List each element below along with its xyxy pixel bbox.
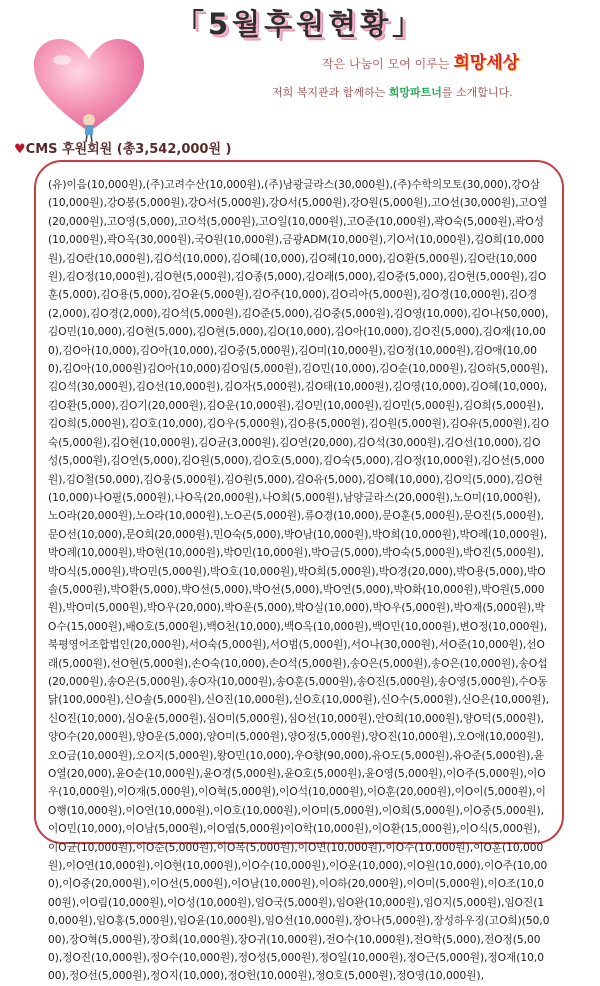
page-title: 「5월후원현황」: [174, 7, 426, 41]
section-label: CMS 후원회원 (총3,542,000원 ): [25, 142, 232, 157]
intro-line: [272, 84, 513, 100]
donor-list-box: [34, 160, 564, 983]
intro-before: 저희 복지관과 함께하는: [272, 86, 386, 99]
slogan-prefix: 작은 나눔이 모여 이루는: [322, 57, 450, 71]
intro-after: 를 소개합니다.: [441, 86, 513, 99]
slogan: [322, 48, 519, 73]
heart-balloon-illustration: [28, 24, 150, 144]
section-heading: [14, 138, 232, 157]
donor-list: (유)이음(10,000원),(주)고려수산(10,000원),(주)남광글라스(30,000원),(주)수학의모토(30,000),강O삼(10,000원),강O봉(5,000원),강O서(5,000원),강O서(5,000원),강O원(5,000원),고O선(30,000원),고O열(20,000원),고O영(5,000),고O석(5,000원),고O일(10,000원),고O준(10,000원),곽O숙(5,000원),곽O성(10,000원),곽O옥(30,000원),국O원(10,000원),금광ADM(10,000원),기O서(10,000원),김O희(10,000원),김O란(10,000원),김O석(10,000),김O혜(10,000),김O혜(10,000),김O환(5,000원),김O란(10,000원),김O정(10,000원),김O현(5,000원),김O종(5,000),김O래(5,000),김O중(5,000),김O현(5,000원),김O훈(5,000),김O용(5,000),김O윤(5,000원),김O주(10,000),김O리아(5,000원),김O경(10,000원),김O경(2,000),김O경(2,000),김O석(5,000원),김O준(5,000),김O중(5,000원),김O영(10,000),김O나(50,000),김O민(10,000),김O현(5,000),김O현(5,000),김O(10,000),김O아(10,000),김O진(5,000),김O재(10,000),김O아(10,000),김O아(10,000),김O중(5,000원),김O미(10,000원),김O정(10,000원),김O애(10,000),김O아(10,000원)김O아(10,000)김O임(5,000원),김O민(10,000),김O순(10,000원),김O하(5,000원),김O석(30,000원),김O선(10,000원),김O자(5,000원),김O태(10,000원),김O영(10,000),김O혜(10,000),김O환(5,000),김O기(20,000원),김O운(10,000원),김O민(10,000원),김O민(5,000원),김O희(5,000원),김O희(5,000원),김O호(10,000),김O우(5,000원),김O용(5,000원),김O원(5,000원),김O유(5,000원),김O숙(5,000원),김O현(10,000원),김O균(3,000원),김O연(20,000),김O석(30,000원),김O선(10,000),김O성(5,000원),김O연(5,000),김O원(5,000),김O호(5,000),김O숙(5,000),김O정(10,000원),김O선(5,000원),김O철(50,000),김O웅(5,000원),김O원(5,000),김O유(5,000),김O혜(10,000),김O익(5,000),김O현(10,000)나O필(5,000원),나O옥(20,000원),나O희(5,000원),남양글라스(20,000원),노O미(10,000원),노O라(20,000원),노O라(10,000원),노O곤(5,000원),류O경(10,000),문O훈(5,000원),문O진(5,000원),문O선(10,000),문O희(20,000원),민O숙(5,000),박O남(10,000원),박O희(10,000원),박O례(10,000원),박O례(10,000원),박O현(10,000원),박O민(10,000원),박O금(5,000),박O숙(5,000원),박O진(5,000원),박O식(5,000원),박O민(5,000원),박O호(10,000원),박O희(5,000원),박O경(20,000),박O용(5,000),박O솔(5,000원),박O환(5,000),박O선(5,000),박O선(5,000),박O연(5,000),박O화(10,000원),박O원(5,000원),박O미(5,000원),박O우(20,000),박O운(5,000),박O실(10,000),박O우(5,000원),박O재(5,000원),박O수(15,000원),배O호(5,000원),백O천(10,000),백O옥(10,000원),백O민(10,000원),변O정(10,000원),북평영어조합법인(20,000원),서O숙(5,000원),서O범(5,000원),서O나(30,000원),서O준(10,000원),선O래(5,000원),선O현(5,000원),손O숙(10,000),손O석(5,000원),송O은(5,000원),송O은(10,000원),송O섭(20,000원),송O은(5,000원),송O자(10,000원),송O훈(5,000원),송O진(5,000원),송O영(5,000원),수O동닭(100,000원),신O솔(5,000원),신O진(10,000원),신O호(10,000원),신O수(5,000원),신O은(10,000원),신O진(10,000),심O윤(5,000원),심O미(5,000원),심O선(10,000원),안O희(10,000원),양O덕(5,000원),양O수(20,000원),양O운(5,000),양O미(5,000원),양O정(5,000원),양O진(10,000원),오O애(10,000원),오O금(10,000원),오O지(5,000원),왕O민(10,000),우O향(90,000),유O도(5,000원),유O준(5,000원),윤O열(20,000),윤O순(10,000원),윤O경(5,000원),윤O호(5,000원),윤O영(5,000원),이O주(5,000원),이O우(10,000원),이O재(5,000원),이O혁(5,000원),이O석(10,000원),이O훈(20,000원),이O이(5,000원),이O행(10,000원),이O연(10,000원),이O호(10,000원),이O미(5,000원),이O희(5,000원),이O중(5,000원),이O민(10,000),이O남(5,000원),이O엽(5,000원)이O학(10,000원),이O환(15,000원),이O식(5,000원),이O균(10,000원),이O순(5,000원),이O복(5,000원),이O면(10,000원),이O수(10,000원),이O훈(10,000원),이O연(10,000원),이O현(10,000원),이O수(10,000원),이O운(10,000),이O원(10,000),이O주(10,000),이O중(20,000원),이O선(5,000원),이O남(10,000원),이O하(20,000원),이O미(5,000원),이O조(10,000원),이O림(10,000원),이O성(10,000원),임O국(5,000원),임O완(10,000원),임O지(5,000원),임O진(10,000원),임O홍(5,000원),임O윤(10,000원),임O선(10,000원),장O나(5,000원),장성하우징(고O희)(50,000),장O혁(5,000원),장O희(10,000원),장O귀(10,000원),전O수(10,000원),전O학(5,000),전O정(5,000),정O진(10,000원),정O수(10,000원),정O성(5,000원),정O일(10,000원),정O근(5,000원),정O재(10,000),정O선(5,000원),정O지(10,000),정O헌(10,000원),정O호(5,000원),정O영(10,000원),: [48, 179, 550, 983]
slogan-emphasis: 희망세상: [453, 53, 520, 73]
heart-icon: ♥: [14, 142, 26, 157]
intro-highlight: 희망파트너: [388, 86, 442, 99]
